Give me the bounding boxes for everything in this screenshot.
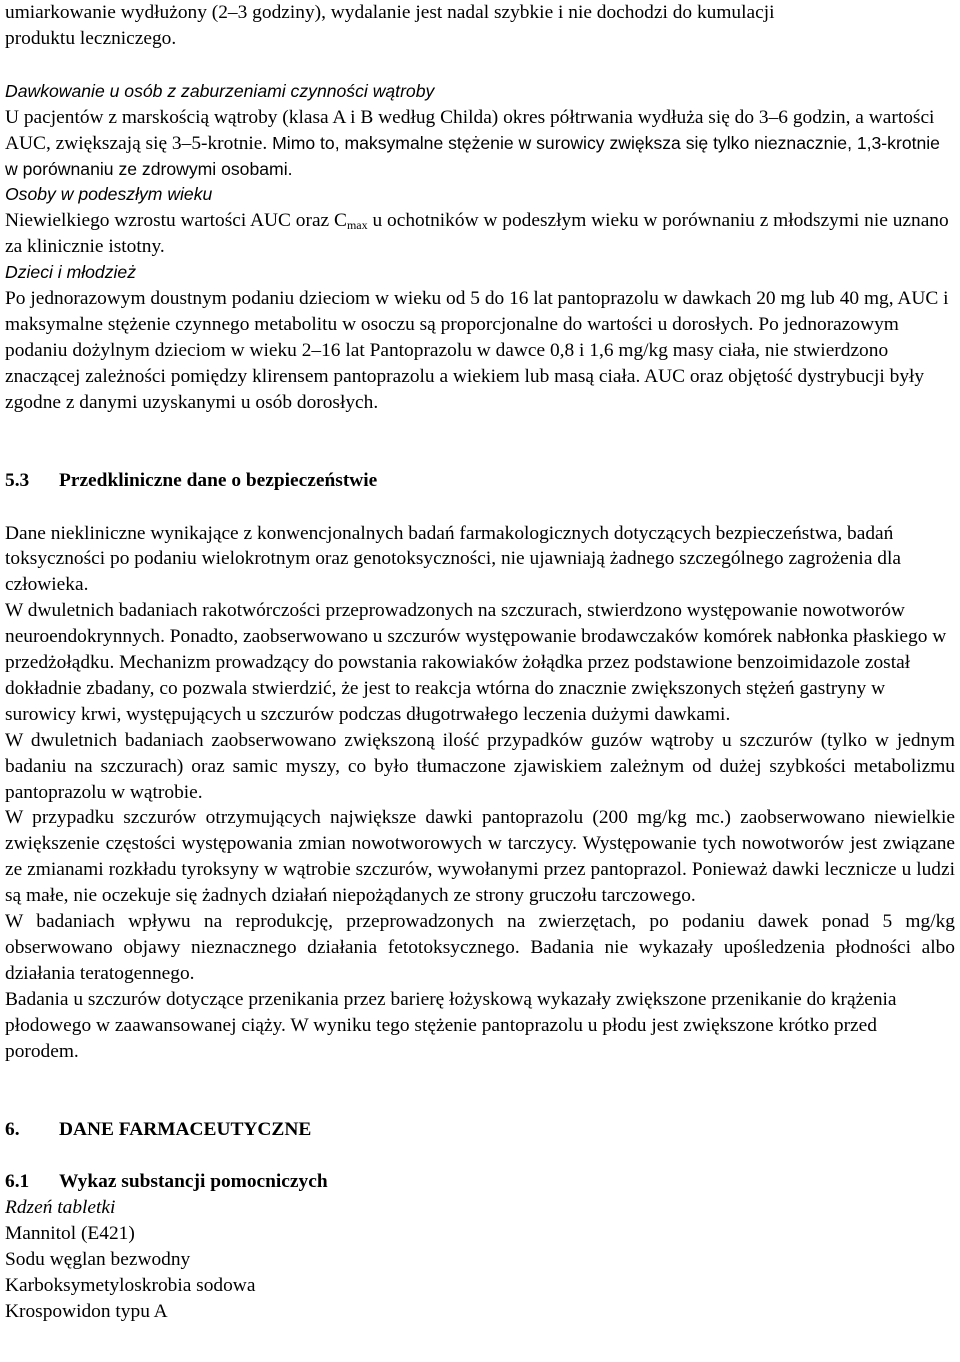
section-title: Przedkliniczne dane o bezpieczeństwie [59,469,378,491]
cmax-subscript: max [346,218,368,233]
section-5-3-heading [5,468,955,494]
intro-line-1: umiarkowanie wydłużony (2–3 godziny), wydalanie jest nadal szybkie i nie dochodzi do kumulacji [5,2,775,23]
preclinical-paragraph-1: Dane niekliniczne wynikające z konwencjonalnych badań farmakologicznych dotyczących bezpieczeństwa, badań toksyczności po podaniu wielokrotnym oraz genotoksyczności, nie ujawniają żadnego szczególnego zagrożenia dla człowieka. [5,522,901,596]
preclinical-paragraph-6: Badania u szczurów dotyczące przenikania przez barierę łożyskową wykazały zwiększone przenikanie do krążenia płodowego w zaawansowanej ciąży. W wyniku tego stężenie pantoprazolu u płodu jest zwiększone krótko przed porodem. [5,988,897,1062]
liver-text-a: U pacjentów z marskością wątroby (klasa A i B według Childa) okres półtrwania wydłuża się do 3–6 godzin, a wartości AUC, zwiększają się 3–5-krotnie. [5,106,935,154]
preclinical-paragraph-2: W dwuletnich badaniach rakotwórczości przeprowadzonych na szczurach, stwierdzono występowanie nowotworów neuroendokrynnych. Ponadto, zaobserwowano u szczurów występowanie brodawczaków komórek nabłonka płaskiego w przedżołądku. Mechanizm prowadzący do powstania rakowiaków żołądka przez podstawione benzoimidazole został dokładnie zbadany, co pozwala stwierdzić, że jest to reakcja wtórna do znacznie zwiększonych stężeń gastryny w surowicy krwi, występujących u szczurów podczas długotrwałego leczenia dużymi dawkami. [5,600,947,725]
children-paragraph: Po jednorazowym doustnym podaniu dzieciom w wieku od 5 do 16 lat pantoprazolu w dawkach 20 mg lub 40 mg, AUC i maksymalne stężenie czynnego metabolitu w osoczu są proporcjonalne do wartości u dorosłych. Po jednorazowym podaniu dożylnym dzieciom w wieku 2–16 lat Pantoprazolu w dawce 0,8 i 1,6 mg/kg masy ciała, nie stwierdzono znaczącej zależności pomiędzy klirensem pantoprazolu a wiekiem lub masą ciała. AUC oraz objętość dystrybucji były zgodne z danymi uzyskanymi u osób dorosłych. [5,288,949,413]
preclinical-paragraph-4: W przypadku szczurów otrzymujących największe dawki pantoprazolu (200 mg/kg mc.) zaobserwowano niewielkie zwiększenie częstości występowania zmian nowotworowych w tarczycy. Występowanie tych nowotworów jest związane ze zmianami rozkładu tyroksyny w wątrobie szczurów, wywołanymi przez pantoprazol. Ponieważ dawki lecznicze u ludzi są małe, nie oczekuje się żadnych działań niepożądanych ze strony gruczołu tarczowego. [5,807,955,907]
elderly-text-before: Niewielkiego wzrostu wartości AUC oraz C [5,210,347,232]
section-title: DANE FARMACEUTYCZNE [59,1118,312,1140]
tablet-core-subheading: Rdzeń tabletki [5,1197,116,1219]
document-page [5,0,955,1325]
excipient-item: Karboksymetyloskrobia sodowa [5,1275,256,1297]
elderly-paragraph [5,208,955,260]
preclinical-paragraph-5: W badaniach wpływu na reprodukcję, przeprowadzonych na zwierzętach, po podaniu dawek ponad 5 mg/kg obserwowano objawy nieznacznego działania fetotoksycznego. Badania nie wykazały upośledzenia płodności albo działania teratogennego. [5,911,955,984]
section-title: Wykaz substancji pomocniczych [59,1171,328,1193]
preclinical-paragraph-3: W dwuletnich badaniach zaobserwowano zwiększoną ilość przypadków guzów wątroby u szczurów (tylko w jednym badaniu na szczurach) oraz samic myszy, co było tłumaczone zjawiskiem zależnym od dużej szybkości metabolizmu pantoprazolu w wątrobie. [5,729,955,803]
excipient-item: Krospowidon typu A [5,1300,168,1322]
section-6-heading [5,1117,955,1143]
section-number: 5.3 [5,469,30,491]
liver-heading: Dawkowanie u osób z zaburzeniami czynności wątroby [5,80,435,101]
liver-paragraph [5,105,955,183]
excipient-item: Mannitol (E421) [5,1223,135,1245]
elderly-heading: Osoby w podeszłym wieku [5,184,213,205]
section-6-1-heading [5,1169,955,1195]
section-number: 6.1 [5,1171,30,1193]
section-number: 6. [5,1118,20,1140]
liver-text-b: Mimo to, maksymalne stężenie w surowicy zwiększa się tylko nieznacznie, 1,3-krotnie w porównaniu ze zdrowymi osobami. [5,132,940,179]
elderly-text-after: u ochotników w podeszłym wieku w porównaniu z młodszymi nie uznano za klinicznie istotny. [5,210,949,258]
excipient-item: Sodu węglan bezwodny [5,1249,191,1271]
intro-line-2: produktu leczniczego. [5,27,177,49]
children-heading: Dzieci i młodzież [5,262,137,283]
